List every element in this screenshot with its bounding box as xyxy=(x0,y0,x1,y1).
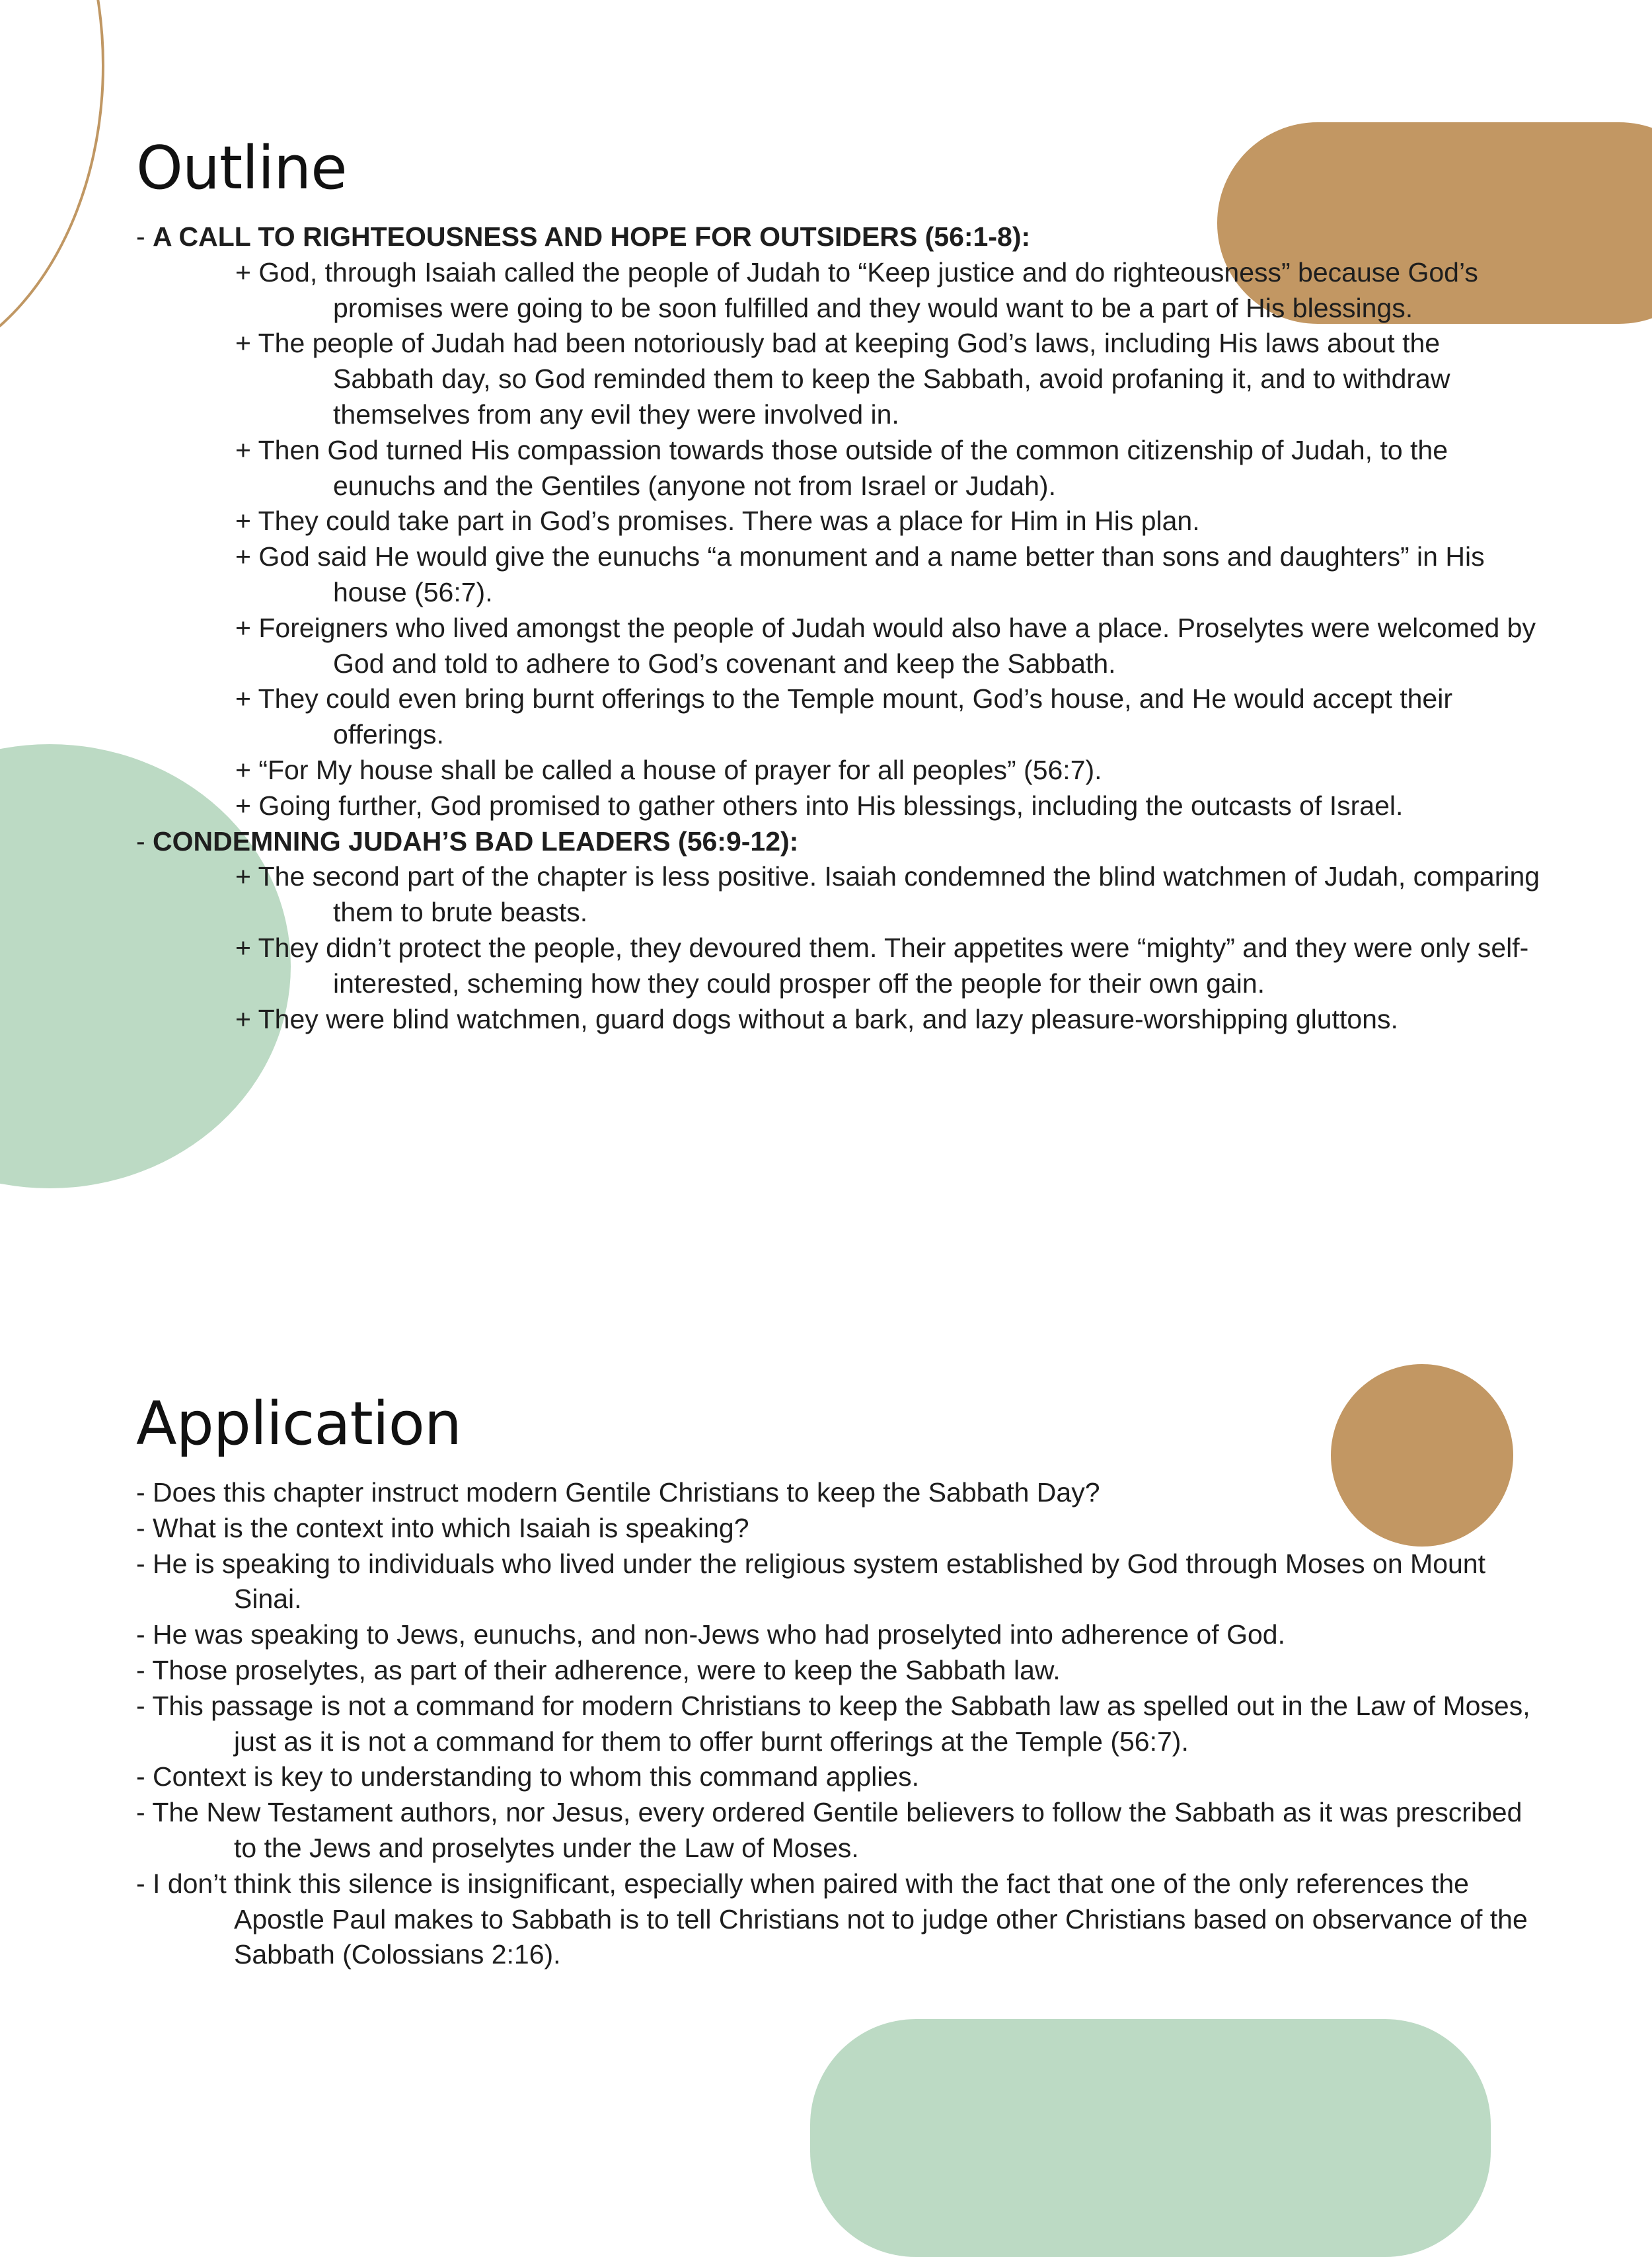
outline-item: + The people of Judah had been notoriously bad at keeping God’s laws, including His laws about the Sabbath day, so God reminded them to keep the Sabbath, avoid profaning it, and to withdraw themselves from any evil they were involved in. xyxy=(235,328,1450,430)
outline-item: + Then God turned His compassion towards those outside of the common citizenship of Judah, to the eunuchs and the Gentiles (anyone not from Israel or Judah). xyxy=(235,434,1448,501)
outline-section xyxy=(136,126,1544,1037)
section-subheading: A CALL TO RIGHTEOUSNESS AND HOPE FOR OUTSIDERS (56:1-8): xyxy=(153,221,1031,252)
section-subheading: CONDEMNING JUDAH’S BAD LEADERS (56:9-12): xyxy=(153,825,799,857)
application-item: - Context is key to understanding to whom this command applies. xyxy=(136,1761,920,1792)
application-item: - What is the context into which Isaiah is speaking? xyxy=(136,1512,749,1543)
application-item: - I don’t think this silence is insignificant, especially when paired with the fact that one of the only references the Apostle Paul makes to Sabbath is to tell Christians not to judge other Christians based on observance of the Sabbath (Colossians 2:16). xyxy=(136,1868,1528,1970)
outline-item: + The second part of the chapter is less positive. Isaiah condemned the blind watchmen of Judah, comparing them to brute beasts. xyxy=(235,861,1540,928)
outline-heading: Outline xyxy=(136,134,347,203)
outline-item: + They didn’t protect the people, they devoured them. Their appetites were “mighty” and they were only self-interested, scheming how they could prosper off the people for their own gain. xyxy=(235,932,1529,999)
application-item: - He was speaking to Jews, eunuchs, and non-Jews who had proselyted into adherence of God. xyxy=(136,1619,1285,1650)
application-item: - He is speaking to individuals who lived under the religious system established by God through Moses on Mount Sinai. xyxy=(136,1548,1485,1615)
application-section xyxy=(136,1381,1544,1973)
decorative-ring-outline xyxy=(0,0,104,375)
outline-heading-item: - A CALL TO RIGHTEOUSNESS AND HOPE FOR OUTSIDERS (56:1-8): xyxy=(136,221,1031,252)
outline-item: + They were blind watchmen, guard dogs without a bark, and lazy pleasure-worshipping gluttons. xyxy=(235,1003,1398,1034)
outline-item: + They could take part in God’s promises. There was a place for Him in His plan. xyxy=(235,506,1200,537)
outline-item: + God, through Isaiah called the people of Judah to “Keep justice and do righteousness” because God’s promises were going to be soon fulfilled and they would want to be a part of His blessings. xyxy=(235,256,1478,323)
application-item: - The New Testament authors, nor Jesus, every ordered Gentile believers to follow the Sabbath as it was prescribed to the Jews and proselytes under the Law of Moses. xyxy=(136,1797,1522,1863)
outline-item: + They could even bring burnt offerings to the Temple mount, God’s house, and He would accept their offerings. xyxy=(235,683,1452,750)
outline-item: + Foreigners who lived amongst the people of Judah would also have a place. Proselytes were welcomed by God and told to adhere to God’s covenant and keep the Sabbath. xyxy=(235,612,1536,679)
application-item: - This passage is not a command for modern Christians to keep the Sabbath law as spelled out in the Law of Moses, just as it is not a command for them to offer burnt offerings at the Temple (56:7). xyxy=(136,1690,1530,1757)
outline-heading-item: - CONDEMNING JUDAH’S BAD LEADERS (56:9-12): xyxy=(136,825,799,857)
application-item: - Those proselytes, as part of their adherence, were to keep the Sabbath law. xyxy=(136,1654,1061,1685)
application-heading: Application xyxy=(136,1389,461,1459)
outline-item: + Going further, God promised to gather others into His blessings, including the outcasts of Israel. xyxy=(235,790,1404,821)
application-item: - Does this chapter instruct modern Gentile Christians to keep the Sabbath Day? xyxy=(136,1477,1100,1508)
outline-item: + “For My house shall be called a house of prayer for all peoples” (56:7). xyxy=(235,754,1102,785)
decorative-green-pill xyxy=(810,2019,1491,2257)
outline-item: + God said He would give the eunuchs “a monument and a name better than sons and daughters” in His house (56:7). xyxy=(235,541,1485,607)
